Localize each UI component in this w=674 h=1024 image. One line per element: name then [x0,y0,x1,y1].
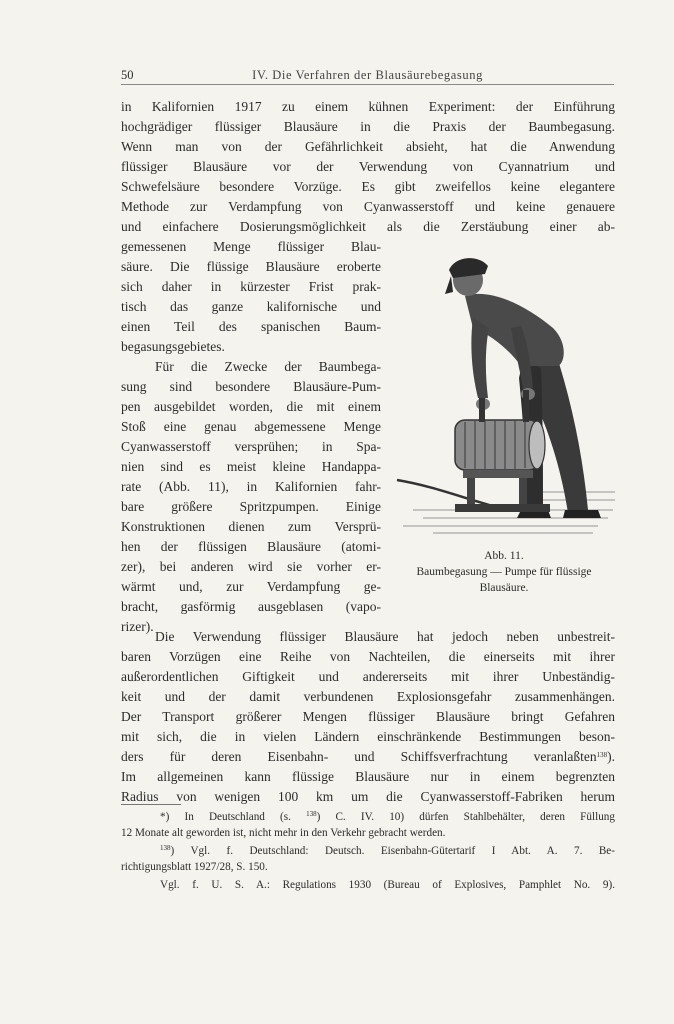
footnote-3: Vgl. f. U. S. A.: Regulations 1930 (Bureau of Explosives, Pamphlet No. 9). [160,879,615,891]
narrow-line: hen der flüssigen Blausäure (atomi- [121,539,381,554]
footnote-1-mark: * [160,811,166,823]
footnote-reference: 138 [596,751,608,759]
page-number: 50 [121,68,134,82]
lower-line: Radius von wenigen 100 km um die Cyanwasserstoff-Fabriken herum [121,789,615,804]
body-line-6: Methode zur Verdampfung von Cyanwasserstoff und keine genauere [121,199,615,214]
figure-caption-line-2: Blausäure. [479,582,529,594]
narrow-line: pen ausgebildet worden, die mit einem [121,399,381,414]
after-reference: ). [607,749,615,764]
lower-line: keit und der damit verbundenen Explosionsgefahr zusammenhängen. [121,689,615,704]
body-line-5: Schwefelsäure besondere Vorzüge. Es gibt zweifellos keine elegantere [121,179,615,194]
narrow-line: nien sind es meist kleine Handappa- [121,459,381,474]
narrow-line: sung sind besondere Blausäure-Pum- [121,379,381,394]
body-line-2: hochgrädiger flüssiger Blausäure in die Praxis der Baumbegasung. [121,119,615,134]
page-header [121,68,614,85]
lower-line: Der Transport größerer Mengen flüssiger Blausäure bringt Gefahren [121,709,615,724]
lower-line-text: ders für deren Eisenbahn- und Schiffsverfrachtung veranlaßten [121,749,597,764]
narrow-line: sich daher in kürzester Frist prak- [121,279,381,294]
narrow-line: begasungsgebietes. [121,339,225,354]
narrow-line: säure. Die flüssige Blausäure eroberte [121,259,381,274]
narrow-line: zer), bei anderen wird sie vorher er- [121,559,381,574]
narrow-line: Konstruktionen dienen zum Versprü- [121,519,381,534]
pump-illustration-figure [393,248,621,548]
narrow-line: gemessenen Menge flüssiger Blau- [121,239,381,254]
narrow-line: bracht, gasförmig ausgeblasen (vapo- [121,599,381,614]
figure-label: Abb. 11. [484,550,524,562]
footnote-1-line-1 [160,809,615,825]
footnote-2-text: ) Vgl. f. Deutschland: Deutsch. Eisenbahn-Gütertarif I Abt. A. 7. Be- [170,845,615,857]
lower-line: baren Vorzügen eine Reihe von Nachteilen, die einerseits mit ihrer [121,649,615,664]
body-line-1: in Kalifornien 1917 zu einem kühnen Experiment: der Einführung [121,99,615,114]
narrow-line: rizer). [121,619,154,634]
footnote-1-line-2: 12 Monate alt geworden ist, nicht mehr in den Verkehr gebracht werden. [121,827,446,839]
narrow-line: bare größere Spritzpumpen. Einige [121,499,381,514]
narrow-line: Cyanwasserstoff versprühen; in Spa- [121,439,381,454]
footnote-separator [121,804,181,805]
body-line-7: und einfachere Dosierungsmöglichkeit als die Zerstäubung einer ab- [121,219,615,234]
footnote-2-line-2: richtigungsblatt 1927/28, S. 150. [121,861,268,873]
narrow-line: rate (Abb. 11), in Kalifornien fahr- [121,479,381,494]
narrow-line: tisch das ganze kalifornische und [121,299,381,314]
footnote-1-text-b: ) C. IV. 10) dürfen Stahlbehälter, deren Füllung [316,811,615,823]
narrow-line-indent: Für die Zwecke der Baumbega- [155,359,381,374]
footnote-1-text-a: ) In Deutschland (s. [165,811,307,823]
footnote-2-line-1 [160,843,615,859]
lower-line: außerordentlichen Giftigkeit und andererseits mit ihrer Unbeständig- [121,669,615,684]
footnote-1-ref: 138 [306,810,317,818]
lower-line: mit sich, die in vielen Ländern einschränkende Bestimmungen beson- [121,729,615,744]
lower-line-with-footnote [121,747,615,767]
body-line-4: flüssiger Blausäure vor der Verwendung von Cyannatrium und [121,159,615,174]
footnote-2-mark: 138 [160,844,171,852]
narrow-line: Stoß eine genau abgemessene Menge [121,419,381,434]
narrow-line: einen Teil des spanischen Baum- [121,319,381,334]
figure-caption-line-1: Baumbegasung — Pumpe für flüssige [416,566,592,578]
lower-line: Im allgemeinen kann flüssige Blausäure nur in einem begrenzten [121,769,615,784]
running-title: IV. Die Verfahren der Blausäurebegasung [252,68,483,82]
body-line-3: Wenn man von der Gefährlichkeit absieht, hat die Anwendung [121,139,615,154]
narrow-line: wärmt und, zur Verdampfung ge- [121,579,381,594]
lower-line-indent: Die Verwendung flüssiger Blausäure hat jedoch neben unbestreit- [155,629,615,644]
